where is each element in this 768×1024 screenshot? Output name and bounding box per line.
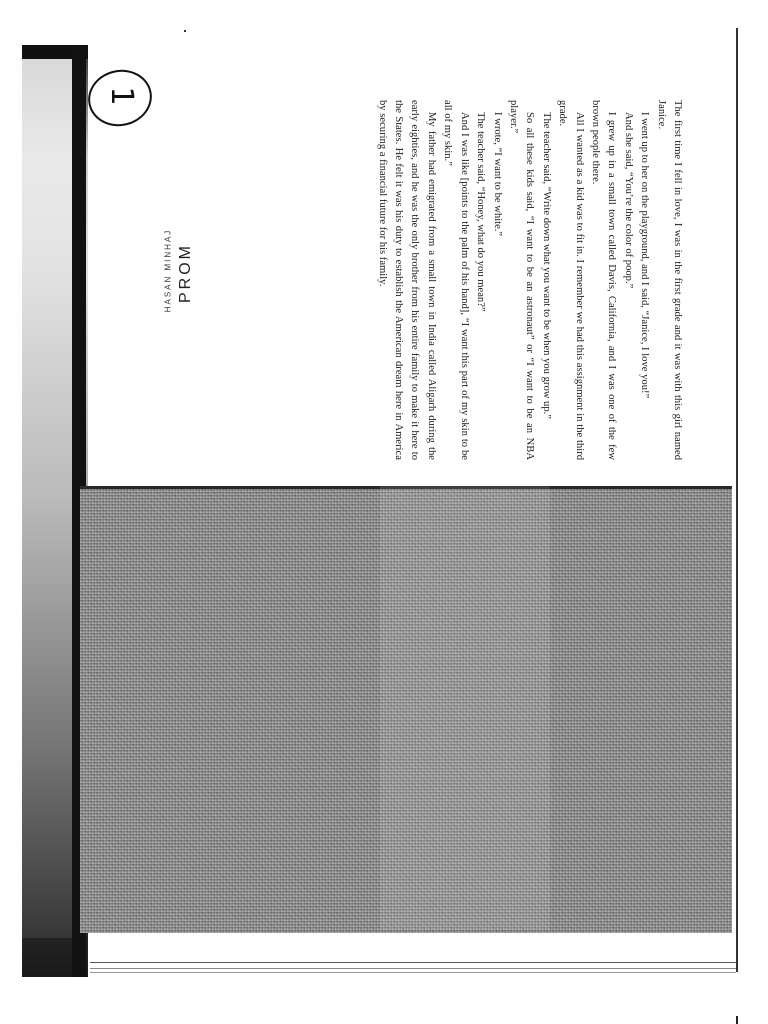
paragraph: And I was like [points to the palm of his hand], “I want this part of my skin to be all of my skin.” <box>442 100 470 460</box>
paragraph: The teacher said, “Write down what you want to be when you grow up.” <box>540 112 552 419</box>
handwritten-page-number: 1 <box>104 86 139 106</box>
paragraph: I wrote, “I want to be white.” <box>491 112 503 237</box>
chapter-title: PROM <box>177 243 194 303</box>
paragraph: And she said, “You’re the color of poop.” <box>622 112 634 289</box>
page-bottom-rule <box>90 972 736 973</box>
paragraph: The teacher said, “Honey, what do you mean?” <box>475 112 487 312</box>
paragraph: I went up to her on the playground, and I said, “Janice, I love you!” <box>639 112 651 399</box>
page-inner <box>130 100 685 460</box>
paragraph: So all these kids said, “I want to be an astronaut” or “I want to be an NBA player.” <box>507 100 536 460</box>
scan-mark <box>736 1016 738 1024</box>
story-body <box>373 100 685 460</box>
paragraph: The first time I fell in love, I was in the first grade and it was with this girl named Janice. <box>655 100 683 460</box>
paragraph: I grew up in a small town called Davis, California, and I was one of the few brown people there. <box>589 100 618 460</box>
book-page-text <box>130 100 685 460</box>
paragraph: My father had emigrated from a small town in India called Aligarh during the early eighties, and he was the only brother from his entire family to make it here to the States. He felt it was his duty to establish the American dream here in America by securing a financial future for his family. <box>376 100 437 460</box>
chapter-header <box>140 220 200 340</box>
book-spine-highlight <box>22 58 72 938</box>
page-right-border <box>736 28 738 972</box>
page-bottom-rule <box>90 968 736 969</box>
facing-page-band <box>380 486 550 930</box>
scan-speck <box>184 30 186 32</box>
author-name: HASAN MINHAJ <box>163 228 173 313</box>
page-bottom-rule <box>90 962 736 963</box>
paragraph: All I wanted as a kid was to fit in. I remember we had this assignment in the third grade. <box>557 100 585 460</box>
